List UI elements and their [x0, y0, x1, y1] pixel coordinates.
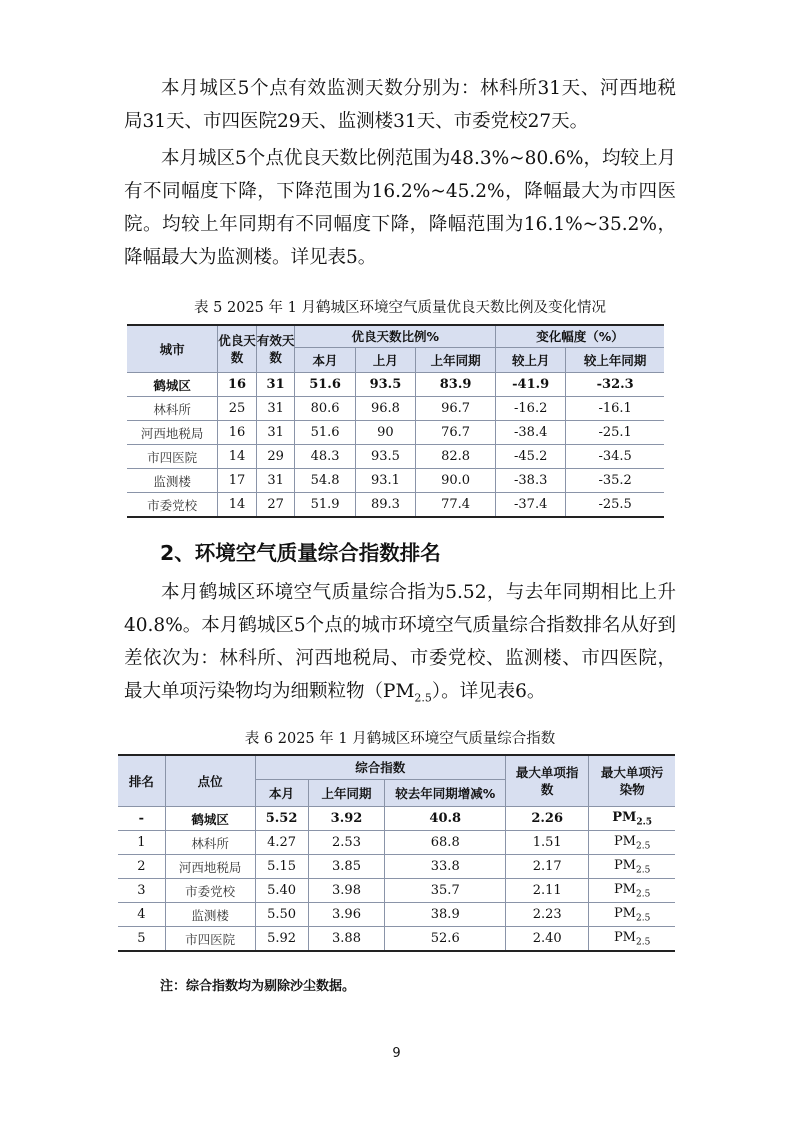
cell-max-index: 2.26 — [506, 807, 589, 831]
cell-vs-last-year: -34.5 — [566, 445, 664, 469]
cell-this-month: 5.15 — [255, 855, 308, 879]
cell-vs-last-month: -38.4 — [496, 421, 566, 445]
cell-this-month: 51.6 — [295, 421, 355, 445]
cell-site: 林科所 — [165, 831, 255, 855]
cell-site: 市委党校 — [127, 493, 218, 518]
table-note: 注：综合指数均为剔除沙尘数据。 — [160, 979, 356, 994]
t5-header-vs-last-year: 较上年同期 — [566, 348, 664, 373]
cell-this-month: 51.6 — [295, 373, 355, 397]
cell-rank: 3 — [118, 879, 165, 903]
pollutant-sub: 2.5 — [636, 817, 653, 828]
cell-max-index: 2.17 — [506, 855, 589, 879]
table-row — [118, 855, 675, 879]
t5-header-vs-last-month: 较上月 — [496, 348, 566, 373]
section-heading: 2、环境空气质量综合指数排名 — [160, 541, 441, 565]
cell-this-month: 5.52 — [255, 807, 308, 831]
table-row — [118, 927, 675, 952]
cell-site: 鹤城区 — [165, 807, 255, 831]
cell-site: 林科所 — [127, 397, 218, 421]
paragraph-composite-index-tail-after: ）。详见表6。 — [431, 681, 546, 702]
table5-caption: 表 5 2025 年 1 月鹤城区环境空气质量优良天数比例及变化情况 — [194, 300, 606, 316]
table-row — [127, 493, 664, 518]
cell-valid-days: 31 — [256, 373, 295, 397]
paragraph-valid-days: 本月城区5个点有效监测天数分别为：林科所31天、河西地税局31天、市四医院29天、监测楼31天、市委党校27天。 — [124, 78, 676, 132]
cell-vs-last-year: -32.3 — [566, 373, 664, 397]
pollutant-base: PM — [613, 905, 636, 921]
t6-header-this-month: 本月 — [255, 780, 308, 807]
table-row — [127, 373, 664, 397]
cell-last-year: 83.9 — [416, 373, 496, 397]
table-row — [127, 445, 664, 469]
cell-rank: 2 — [118, 855, 165, 879]
cell-max-pollutant — [589, 855, 675, 879]
cell-rank: 1 — [118, 831, 165, 855]
cell-this-month: 4.27 — [255, 831, 308, 855]
cell-this-month: 5.50 — [255, 903, 308, 927]
table5-good-days — [127, 324, 664, 518]
cell-valid-days: 27 — [256, 493, 295, 518]
t5-header-this-month: 本月 — [295, 348, 355, 373]
pollutant-base: PM — [613, 857, 636, 873]
cell-rank: - — [118, 807, 165, 831]
cell-max-index: 1.51 — [506, 831, 589, 855]
cell-this-month: 54.8 — [295, 469, 355, 493]
cell-last-year: 3.96 — [308, 903, 385, 927]
t6-header-change: 较去年同期增减% — [385, 780, 506, 807]
t6-header-site: 点位 — [165, 755, 255, 807]
cell-site: 河西地税局 — [127, 421, 218, 445]
table-row — [118, 831, 675, 855]
cell-max-pollutant — [589, 807, 675, 831]
pollutant-base: PM — [613, 881, 636, 897]
cell-this-month: 80.6 — [295, 397, 355, 421]
paragraph-composite-index-tail-before: 最大单项污染物均为细颗粒物（PM — [124, 681, 415, 702]
table-row — [127, 397, 664, 421]
cell-site: 河西地税局 — [165, 855, 255, 879]
cell-last-year: 3.92 — [308, 807, 385, 831]
cell-vs-last-year: -25.1 — [566, 421, 664, 445]
t5-header-last-month: 上月 — [355, 348, 415, 373]
cell-vs-last-month: -37.4 — [496, 493, 566, 518]
cell-last-year: 3.98 — [308, 879, 385, 903]
t6-header-max-pollutant: 最大单项污染物 — [589, 755, 675, 807]
table6-composite-index — [118, 754, 675, 952]
cell-max-index: 2.23 — [506, 903, 589, 927]
paragraph-composite-index-text: 本月鹤城区环境空气质量综合指为5.52，与去年同期相比上升40.8%。本月鹤城区5个点的城市环境空气质量综合指数排名从好到差依次为：林科所、河西地税局、市委党校、监测楼、市四医院， — [124, 582, 676, 669]
cell-last-month: 93.5 — [355, 445, 415, 469]
cell-valid-days: 31 — [256, 469, 295, 493]
cell-last-year: 90.0 — [416, 469, 496, 493]
table-row — [118, 879, 675, 903]
cell-last-year: 76.7 — [416, 421, 496, 445]
cell-max-pollutant — [589, 903, 675, 927]
t5-header-ratio-group: 优良天数比例% — [295, 325, 496, 348]
table-row — [127, 421, 664, 445]
cell-valid-days: 31 — [256, 421, 295, 445]
cell-rank: 4 — [118, 903, 165, 927]
cell-this-month: 48.3 — [295, 445, 355, 469]
t5-header-city: 城市 — [127, 325, 218, 373]
cell-site: 监测楼 — [127, 469, 218, 493]
cell-last-month: 96.8 — [355, 397, 415, 421]
table-row — [127, 469, 664, 493]
paragraph-good-days-ratio: 本月城区5个点优良天数比例范围为48.3%~80.6%，均较上月有不同幅度下降，下降范围为16.2%~45.2%，降幅最大为市四医院。均较上年同期有不同幅度下降，降幅范围为16.1%~35.2%，降幅最大为监测楼。详见表5。 — [124, 148, 676, 268]
cell-good-days: 16 — [218, 373, 257, 397]
cell-site: 市四医院 — [165, 927, 255, 952]
cell-vs-last-year: -16.1 — [566, 397, 664, 421]
cell-change: 52.6 — [385, 927, 506, 952]
cell-last-month: 93.5 — [355, 373, 415, 397]
pollutant-sub: 2.5 — [636, 937, 651, 948]
cell-last-year: 3.85 — [308, 855, 385, 879]
cell-vs-last-month: -16.2 — [496, 397, 566, 421]
cell-max-pollutant — [589, 879, 675, 903]
paragraph-pm-subscript: 2.5 — [414, 691, 432, 705]
cell-vs-last-month: -41.9 — [496, 373, 566, 397]
paragraph-composite-index — [124, 576, 676, 715]
cell-valid-days: 31 — [256, 397, 295, 421]
cell-max-pollutant — [589, 831, 675, 855]
t5-header-good-days: 优良天数 — [218, 325, 257, 373]
cell-last-year: 3.88 — [308, 927, 385, 952]
pollutant-sub: 2.5 — [636, 841, 651, 852]
cell-site: 监测楼 — [165, 903, 255, 927]
cell-change: 33.8 — [385, 855, 506, 879]
cell-vs-last-month: -38.3 — [496, 469, 566, 493]
cell-last-month: 90 — [355, 421, 415, 445]
cell-this-month: 5.40 — [255, 879, 308, 903]
cell-site: 鹤城区 — [127, 373, 218, 397]
cell-site: 市委党校 — [165, 879, 255, 903]
cell-last-month: 89.3 — [355, 493, 415, 518]
cell-this-month: 5.92 — [255, 927, 308, 952]
table-row — [118, 903, 675, 927]
pollutant-base: PM — [612, 809, 637, 825]
pollutant-sub: 2.5 — [636, 865, 651, 876]
cell-last-year: 77.4 — [416, 493, 496, 518]
cell-change: 35.7 — [385, 879, 506, 903]
cell-good-days: 17 — [218, 469, 257, 493]
pollutant-base: PM — [613, 929, 636, 945]
cell-max-index: 2.40 — [506, 927, 589, 952]
pollutant-sub: 2.5 — [636, 889, 651, 900]
t6-header-max-index: 最大单项指数 — [506, 755, 589, 807]
cell-vs-last-year: -35.2 — [566, 469, 664, 493]
table-row — [118, 807, 675, 831]
cell-vs-last-month: -45.2 — [496, 445, 566, 469]
cell-valid-days: 29 — [256, 445, 295, 469]
t5-header-last-year: 上年同期 — [416, 348, 496, 373]
pollutant-base: PM — [613, 833, 636, 849]
cell-change: 40.8 — [385, 807, 506, 831]
cell-last-year: 96.7 — [416, 397, 496, 421]
cell-good-days: 14 — [218, 493, 257, 518]
t5-header-change-group: 变化幅度（%） — [496, 325, 664, 348]
table6-caption: 表 6 2025 年 1 月鹤城区环境空气质量综合指数 — [244, 731, 556, 747]
cell-good-days: 16 — [218, 421, 257, 445]
page-number: 9 — [392, 1046, 401, 1061]
cell-last-year: 82.8 — [416, 445, 496, 469]
cell-last-month: 93.1 — [355, 469, 415, 493]
cell-site: 市四医院 — [127, 445, 218, 469]
cell-max-pollutant — [589, 927, 675, 952]
t6-header-rank: 排名 — [118, 755, 165, 807]
cell-change: 68.8 — [385, 831, 506, 855]
cell-rank: 5 — [118, 927, 165, 952]
pollutant-sub: 2.5 — [636, 913, 651, 924]
t6-header-index-group: 综合指数 — [255, 755, 506, 780]
cell-good-days: 14 — [218, 445, 257, 469]
t5-header-valid-days: 有效天数 — [256, 325, 295, 373]
cell-last-year: 2.53 — [308, 831, 385, 855]
t6-header-last-year: 上年同期 — [308, 780, 385, 807]
cell-this-month: 51.9 — [295, 493, 355, 518]
cell-change: 38.9 — [385, 903, 506, 927]
cell-good-days: 25 — [218, 397, 257, 421]
cell-vs-last-year: -25.5 — [566, 493, 664, 518]
cell-max-index: 2.11 — [506, 879, 589, 903]
